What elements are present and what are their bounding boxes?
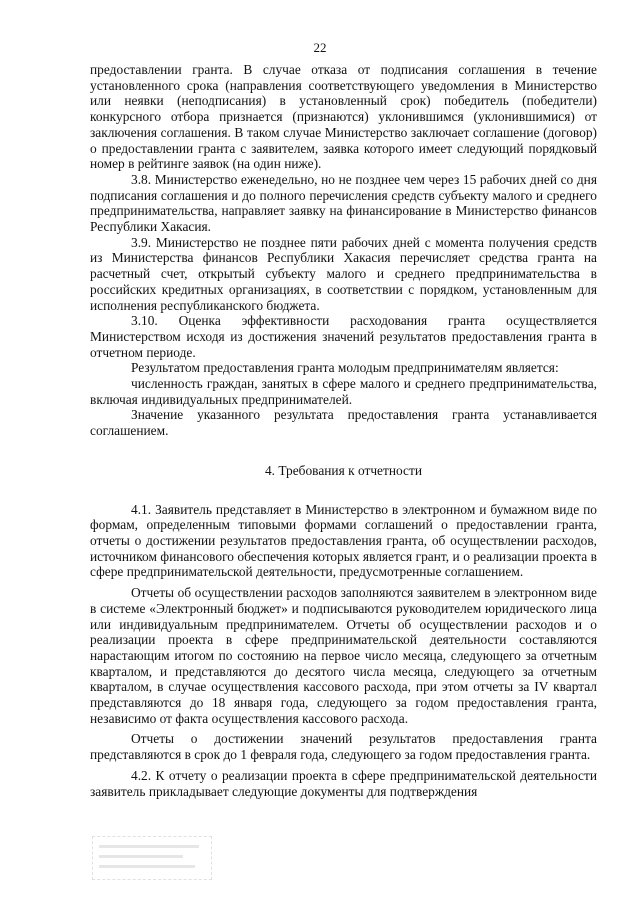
paragraph-3-10: 3.10. Оценка эффективности расходования гранта осуществляется Министерством исходя из достижения значений результатов предоставления гранта в отчетном периоде. <box>90 313 597 360</box>
paragraph-result-value: Значение указанного результата предоставления гранта устанавливается соглашением. <box>90 407 597 439</box>
paragraph-expense-reports: Отчеты об осуществлении расходов заполняются заявителем в электронном виде в системе «Электронный бюджет» и подписываются руководителем юридического лица или индивидуальным предпринимателем. Отчеты об осуществлении расходов и о реализации проекта в сфере предпринимательской деятельности составляются нарастающим итогом по состоянию на первое число месяца, следующего за отчетным кварталом, и представляются до десятого числа месяца, следующего за отчетным кварталом, в случае осуществления кассового расхода, при этом отчеты за IV квартал представляются до 18 января года, следующего за годом предоставления гранта, независимо от факта осуществления кассового расхода. <box>90 585 597 726</box>
page-number: 22 <box>313 40 327 55</box>
paragraph-3-9: 3.9. Министерство не позднее пяти рабочих дней с момента получения средств из Министерства финансов Республики Хакасия перечисляет средства гранта на расчетный счет, открытый субъекту малого и среднего предпринимательства в российских кредитных организациях, в соответствии с порядком, установленным для исполнения республиканского бюджета. <box>90 234 597 313</box>
paragraph-results-reports: Отчеты о достижении значений результатов предоставления гранта представляются в срок до 1 февраля года, следующего за годом предоставления гранта. <box>90 731 597 763</box>
faint-stamp-mark <box>92 836 212 880</box>
document-body <box>90 62 597 799</box>
paragraph-result-intro: Результатом предоставления гранта молодым предпринимателям является: <box>131 360 559 376</box>
paragraph-4-1: 4.1. Заявитель представляет в Министерство в электронном и бумажном виде по формам, определенным типовыми формами соглашений о предоставлении гранта, отчеты о достижении результатов предоставления гранта, об осуществлении расходов, источником финансового обеспечения которых является грант, и о реализации проекта в сфере предпринимательской деятельности, предусмотренные соглашением. <box>90 501 597 580</box>
paragraph-3-8: 3.8. Министерство еженедельно, но не позднее чем через 15 рабочих дней со дня подписания соглашения и до полного перечисления средств субъекту малого и среднего предпринимательства, направляет заявку на финансирование в Министерство финансов Республики Хакасия. <box>90 171 597 235</box>
paragraph-result-indicator: численность граждан, занятых в сфере малого и среднего предпринимательства, включая индивидуальных предпринимателей. <box>90 376 597 407</box>
section-heading: 4. Требования к отчетности <box>264 462 423 478</box>
paragraph-grant-refusal: предоставлении гранта. В случае отказа от подписания соглашения в течение установленного срока (направления соответствующего уведомления в Министерство или неявки (неподписания) в установленный срок) победитель (победители) конкурсного отбора признается (признаются) уклонившимся (уклонившимися) от заключения соглашения. В таком случае Министерство заключает соглашение (договор) о предоставлении гранта с заявителем, заявка которого имеет следующий порядковый номер в рейтинге заявок (на один ниже). <box>90 62 597 172</box>
paragraph-4-2: 4.2. К отчету о реализации проекта в сфере предпринимательской деятельности заявитель прикладывает следующие документы для подтверждения <box>90 767 597 799</box>
